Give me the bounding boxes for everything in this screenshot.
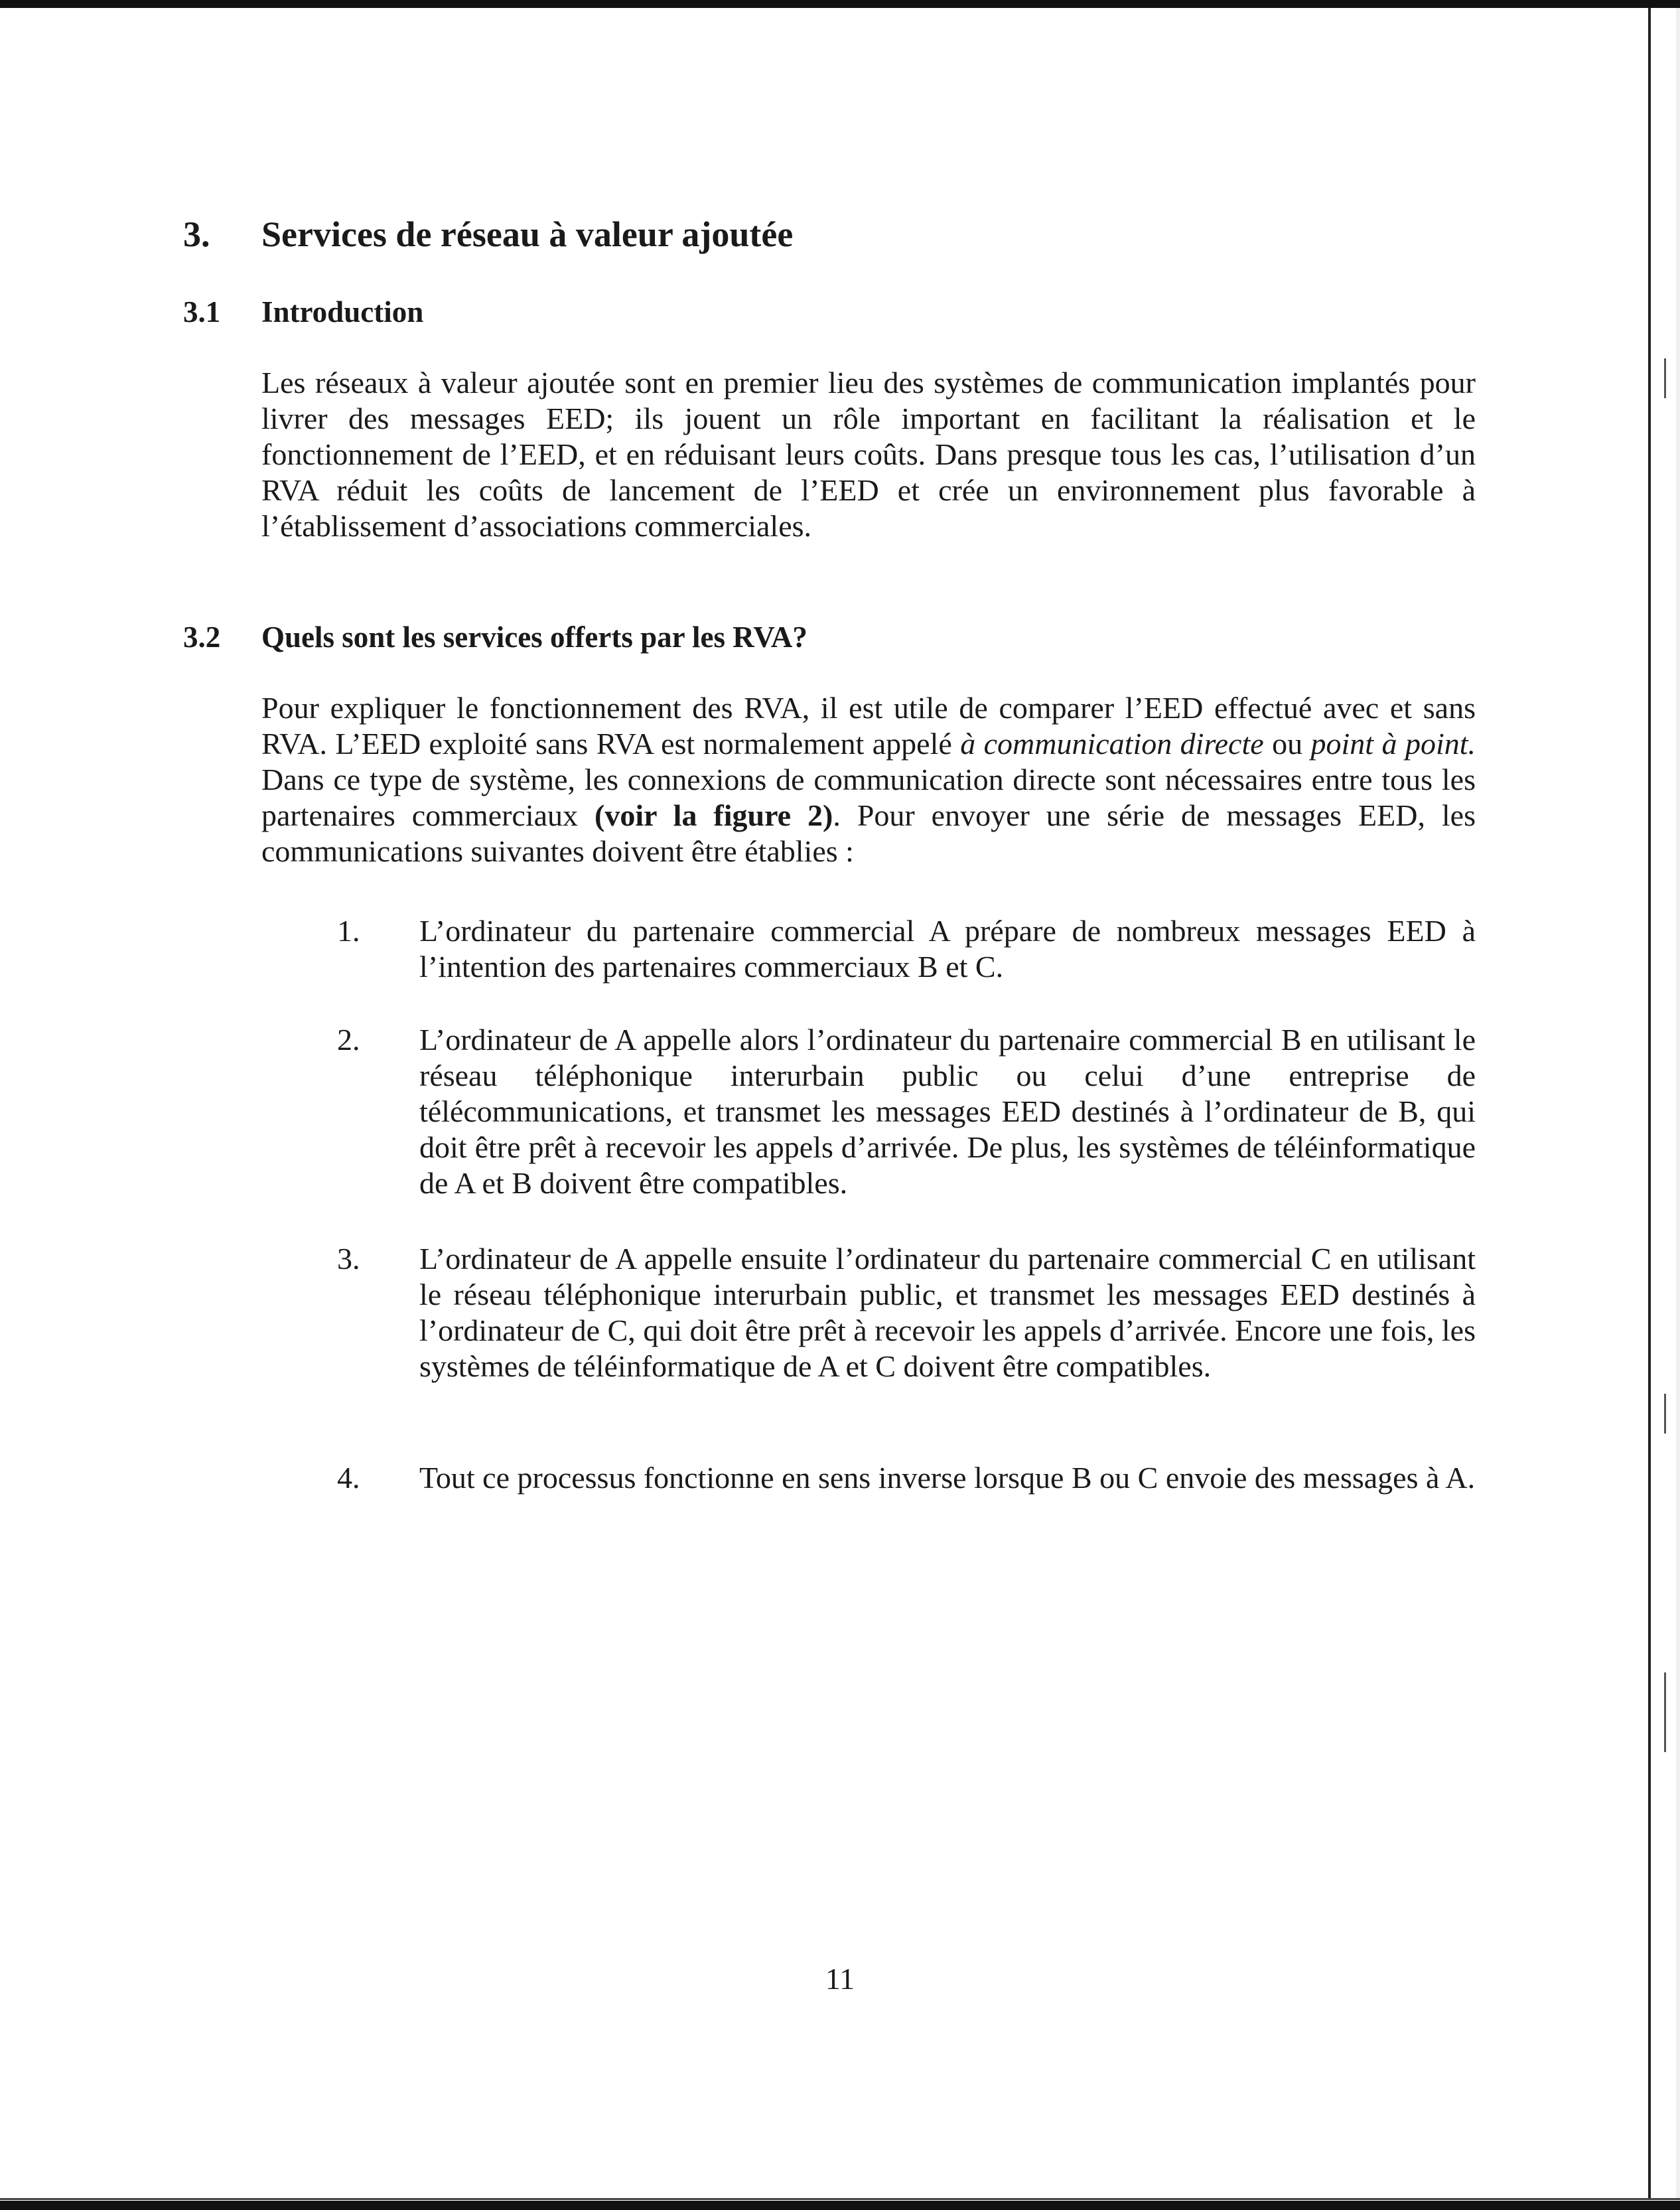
list-item-number: 3. [337,1242,360,1276]
section-title: Services de réseau à valeur ajoutée [261,214,794,254]
scan-border-right [1648,8,1651,2198]
subsection-title: Introduction [261,295,424,329]
services-paragraph [261,690,1476,869]
scan-speck [1664,1394,1666,1434]
figure-reference: (voir la figure 2) [595,798,833,832]
scan-border-bottom-line [0,2198,1680,2200]
paragraph-text: . Pour envoyer une série de messages EED, les communications suivantes doivent être établies : [261,798,1476,868]
scan-speck [1664,1672,1666,1752]
paragraph-italic: à communication directe [960,727,1264,761]
scan-border-bottom [0,2201,1680,2210]
list-item-text: L’ordinateur de A appelle ensuite l’ordinateur du partenaire commercial C en utilisant le réseau téléphonique interurbain public, et transmet les messages EED destinés à l’ordinateur de C, qui doit être prêt à recevoir les appels d’arrivée. Encore une fois, les systèmes de téléinformatique de A et C doivent être compatibles. [419,1242,1476,1383]
scan-margin-right [1676,8,1680,2198]
list-item-number: 4. [337,1461,360,1495]
list-item-text: L’ordinateur de A appelle alors l’ordinateur du partenaire commercial B en utilisant le réseau téléphonique interurbain public ou celui d’une entreprise de télécommunications, et transmet les messages EED destinés à l’ordinateur de B, qui doit être prêt à recevoir les appels d’arrivée. De plus, les systèmes de téléinformatique de A et B doivent être compatibles. [419,1023,1476,1200]
scan-border-top [0,0,1680,8]
paragraph-text: Pour expliquer le fonctionnement des RVA, il est utile de comparer l’EED effectué avec et sans RVA. L’EED exploité sans RVA est normalement appelé [261,691,1476,761]
subsection-number: 3.1 [183,295,221,329]
list-item-number: 1. [337,914,360,948]
subsection-number: 3.2 [183,621,221,654]
paragraph-text: Dans ce type de système, les connexions de communication directe sont nécessaires entre tous les partenaires commerciaux [261,763,1476,832]
list-item-text: L’ordinateur du partenaire commercial A prépare de nombreux messages EED à l’intention des partenaires commerciaux B et C. [419,914,1476,984]
paragraph-italic: point à point. [1310,727,1476,761]
list-item-number: 2. [337,1023,360,1057]
list-item-text: Tout ce processus fonctionne en sens inverse lorsque B ou C envoie des messages à A. [419,1461,1476,1495]
paragraph-text: ou [1263,727,1311,761]
subsection-title: Quels sont les services offerts par les RVA? [261,621,807,654]
intro-paragraph: Les réseaux à valeur ajoutée sont en premier lieu des systèmes de communication implantés pour livrer des messages EED; ils jouent un rôle important en facilitant la réalisation et le fonctionnement de l’EED, et en réduisant leurs coûts. Dans presque tous les cas, l’utilisation d’un RVA réduit les coûts de lancement de l’EED et crée un environnement plus favorable à l’établissement d’associations commerciales. [261,366,1476,543]
page-number: 11 [825,1962,855,1996]
section-number: 3. [183,214,210,254]
scan-speck [1664,358,1666,398]
